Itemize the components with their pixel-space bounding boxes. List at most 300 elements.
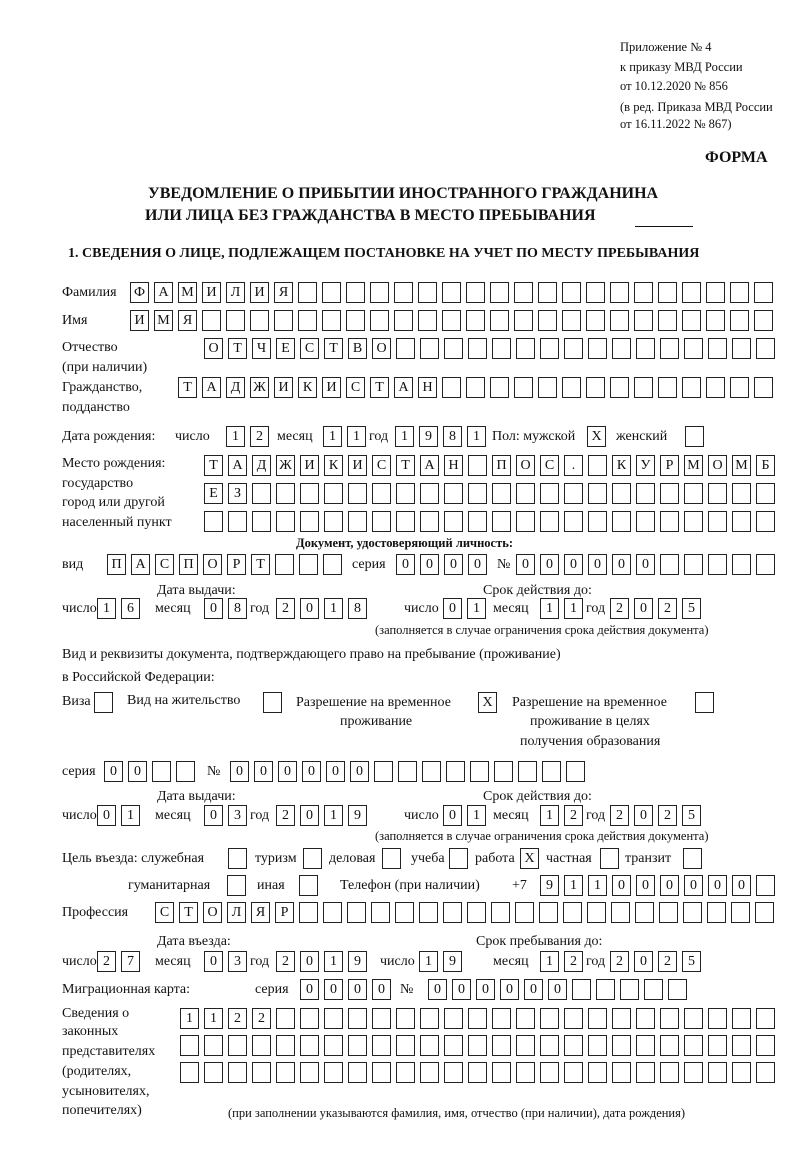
- input-cell-id-issue-year[interactable]: 0: [300, 598, 319, 619]
- input-cell-profession[interactable]: [515, 902, 534, 923]
- input-cell-purpose-study[interactable]: [449, 848, 468, 869]
- input-cell-reps-1[interactable]: [372, 1008, 391, 1029]
- input-cell-name[interactable]: [466, 310, 485, 331]
- input-cell-birth-year[interactable]: 1: [395, 426, 414, 447]
- input-cell-birthplace-2[interactable]: [252, 483, 271, 504]
- input-cell-rd-valid-month[interactable]: 2: [564, 805, 583, 826]
- input-cell-id-number[interactable]: 0: [516, 554, 535, 575]
- input-cell-name[interactable]: [682, 310, 701, 331]
- input-cell-mc-number[interactable]: [596, 979, 615, 1000]
- input-cell-reps-3[interactable]: [276, 1062, 295, 1083]
- input-cell-name[interactable]: [754, 310, 773, 331]
- input-cell-surname[interactable]: [610, 282, 629, 303]
- input-cell-reps-1[interactable]: [660, 1008, 679, 1029]
- input-cell-surname[interactable]: Ф: [130, 282, 149, 303]
- input-cell-birthplace-2[interactable]: [612, 483, 631, 504]
- input-cell-phone[interactable]: 0: [660, 875, 679, 896]
- input-cell-reps-1[interactable]: 1: [180, 1008, 199, 1029]
- input-cell-reps-2[interactable]: [684, 1035, 703, 1056]
- input-cell-phone[interactable]: 1: [588, 875, 607, 896]
- input-cell-reps-3[interactable]: [516, 1062, 535, 1083]
- input-cell-patronymic[interactable]: [444, 338, 463, 359]
- input-cell-birthplace-2[interactable]: [348, 483, 367, 504]
- input-cell-rd-series[interactable]: 0: [128, 761, 147, 782]
- input-cell-stay-month[interactable]: 1: [540, 951, 559, 972]
- input-cell-citizenship[interactable]: С: [346, 377, 365, 398]
- input-cell-reps-3[interactable]: [252, 1062, 271, 1083]
- input-cell-citizenship[interactable]: [706, 377, 725, 398]
- input-cell-birthplace-2[interactable]: [636, 483, 655, 504]
- input-cell-surname[interactable]: [658, 282, 677, 303]
- input-cell-surname[interactable]: [298, 282, 317, 303]
- input-cell-id-issue-year[interactable]: 2: [276, 598, 295, 619]
- input-cell-reps-2[interactable]: [372, 1035, 391, 1056]
- input-cell-entry-year[interactable]: 0: [300, 951, 319, 972]
- input-cell-mc-number[interactable]: 0: [500, 979, 519, 1000]
- input-cell-citizenship[interactable]: Д: [226, 377, 245, 398]
- input-cell-citizenship[interactable]: [610, 377, 629, 398]
- input-cell-mc-number[interactable]: [620, 979, 639, 1000]
- input-cell-profession[interactable]: [395, 902, 414, 923]
- input-cell-profession[interactable]: [371, 902, 390, 923]
- input-cell-rd-number[interactable]: 0: [326, 761, 345, 782]
- input-cell-phone[interactable]: [756, 875, 775, 896]
- input-cell-surname[interactable]: И: [202, 282, 221, 303]
- input-cell-rd-valid-year[interactable]: 5: [682, 805, 701, 826]
- input-cell-reps-3[interactable]: [732, 1062, 751, 1083]
- input-cell-patronymic[interactable]: Ч: [252, 338, 271, 359]
- input-cell-surname[interactable]: [442, 282, 461, 303]
- input-cell-id-number[interactable]: 0: [540, 554, 559, 575]
- input-cell-rd-series[interactable]: 0: [104, 761, 123, 782]
- input-cell-reps-1[interactable]: [708, 1008, 727, 1029]
- input-cell-mc-series[interactable]: 0: [324, 979, 343, 1000]
- input-cell-purpose-business[interactable]: [382, 848, 401, 869]
- input-cell-surname[interactable]: [418, 282, 437, 303]
- input-cell-stay-year[interactable]: 2: [610, 951, 629, 972]
- input-cell-patronymic[interactable]: [468, 338, 487, 359]
- input-cell-name[interactable]: [202, 310, 221, 331]
- input-cell-patronymic[interactable]: [660, 338, 679, 359]
- input-cell-id-kind[interactable]: Т: [251, 554, 270, 575]
- input-cell-reps-3[interactable]: [588, 1062, 607, 1083]
- input-cell-birthplace-1[interactable]: И: [348, 455, 367, 476]
- input-cell-birthplace-1[interactable]: .: [564, 455, 583, 476]
- input-cell-birthplace-1[interactable]: О: [708, 455, 727, 476]
- input-cell-birthplace-2[interactable]: [276, 483, 295, 504]
- input-cell-purpose-private[interactable]: [600, 848, 619, 869]
- input-cell-reps-2[interactable]: [540, 1035, 559, 1056]
- input-cell-purpose-official[interactable]: [228, 848, 247, 869]
- input-cell-name[interactable]: [490, 310, 509, 331]
- input-cell-profession[interactable]: О: [203, 902, 222, 923]
- input-cell-name[interactable]: [730, 310, 749, 331]
- input-cell-reps-2[interactable]: [324, 1035, 343, 1056]
- input-cell-rd-issue-month[interactable]: 3: [228, 805, 247, 826]
- input-cell-reps-1[interactable]: [444, 1008, 463, 1029]
- input-cell-entry-month[interactable]: 0: [204, 951, 223, 972]
- input-cell-rd-number[interactable]: [446, 761, 465, 782]
- input-cell-surname[interactable]: [514, 282, 533, 303]
- input-cell-birthplace-1[interactable]: С: [372, 455, 391, 476]
- input-cell-reps-2[interactable]: [420, 1035, 439, 1056]
- input-cell-reps-3[interactable]: [204, 1062, 223, 1083]
- input-cell-id-number[interactable]: [756, 554, 775, 575]
- input-cell-stay-day[interactable]: 1: [419, 951, 438, 972]
- input-cell-birthplace-1[interactable]: [588, 455, 607, 476]
- input-cell-patronymic[interactable]: Т: [324, 338, 343, 359]
- input-cell-birthplace-2[interactable]: [444, 483, 463, 504]
- input-cell-patronymic[interactable]: В: [348, 338, 367, 359]
- input-cell-reps-1[interactable]: [540, 1008, 559, 1029]
- input-cell-birthplace-1[interactable]: К: [324, 455, 343, 476]
- input-cell-name[interactable]: [394, 310, 413, 331]
- input-cell-reps-2[interactable]: [396, 1035, 415, 1056]
- input-cell-birth-month[interactable]: 1: [323, 426, 342, 447]
- input-cell-reps-3[interactable]: [708, 1062, 727, 1083]
- input-cell-birth-day[interactable]: 2: [250, 426, 269, 447]
- input-cell-birthplace-1[interactable]: А: [228, 455, 247, 476]
- input-cell-patronymic[interactable]: [588, 338, 607, 359]
- input-cell-reps-3[interactable]: [540, 1062, 559, 1083]
- input-cell-id-issue-day[interactable]: 1: [97, 598, 116, 619]
- input-cell-reps-3[interactable]: [180, 1062, 199, 1083]
- input-cell-trp-edu[interactable]: [695, 692, 714, 713]
- input-cell-surname[interactable]: И: [250, 282, 269, 303]
- input-cell-reps-2[interactable]: [228, 1035, 247, 1056]
- input-cell-surname[interactable]: М: [178, 282, 197, 303]
- input-cell-id-kind[interactable]: [275, 554, 294, 575]
- input-cell-rd-series[interactable]: [152, 761, 171, 782]
- input-cell-patronymic[interactable]: [492, 338, 511, 359]
- input-cell-id-kind[interactable]: О: [203, 554, 222, 575]
- input-cell-birth-day[interactable]: 1: [226, 426, 245, 447]
- input-cell-entry-year[interactable]: 1: [324, 951, 343, 972]
- input-cell-stay-year[interactable]: 2: [658, 951, 677, 972]
- input-cell-reps-1[interactable]: [612, 1008, 631, 1029]
- input-cell-visa[interactable]: [94, 692, 113, 713]
- input-cell-reps-1[interactable]: [516, 1008, 535, 1029]
- input-cell-id-kind[interactable]: А: [131, 554, 150, 575]
- input-cell-reps-2[interactable]: [180, 1035, 199, 1056]
- input-cell-birthplace-3[interactable]: [276, 511, 295, 532]
- input-cell-reps-3[interactable]: [300, 1062, 319, 1083]
- input-cell-citizenship[interactable]: [754, 377, 773, 398]
- input-cell-reps-3[interactable]: [564, 1062, 583, 1083]
- input-cell-birthplace-2[interactable]: [396, 483, 415, 504]
- input-cell-surname[interactable]: Я: [274, 282, 293, 303]
- input-cell-id-kind[interactable]: С: [155, 554, 174, 575]
- input-cell-birthplace-3[interactable]: [612, 511, 631, 532]
- input-cell-birthplace-1[interactable]: Ж: [276, 455, 295, 476]
- input-cell-id-number[interactable]: [732, 554, 751, 575]
- input-cell-rd-number[interactable]: [518, 761, 537, 782]
- input-cell-name[interactable]: [658, 310, 677, 331]
- input-cell-birthplace-2[interactable]: [708, 483, 727, 504]
- input-cell-citizenship[interactable]: [538, 377, 557, 398]
- input-cell-patronymic[interactable]: [684, 338, 703, 359]
- input-cell-rd-issue-year[interactable]: 9: [348, 805, 367, 826]
- input-cell-birthplace-3[interactable]: [540, 511, 559, 532]
- input-cell-id-valid-year[interactable]: 5: [682, 598, 701, 619]
- input-cell-profession[interactable]: [467, 902, 486, 923]
- input-cell-surname[interactable]: [466, 282, 485, 303]
- input-cell-rd-number[interactable]: 0: [230, 761, 249, 782]
- input-cell-id-valid-day[interactable]: 1: [467, 598, 486, 619]
- input-cell-surname[interactable]: [706, 282, 725, 303]
- input-cell-birthplace-3[interactable]: [756, 511, 775, 532]
- input-cell-name[interactable]: [418, 310, 437, 331]
- input-cell-rd-number[interactable]: [422, 761, 441, 782]
- input-cell-rd-issue-day[interactable]: 0: [97, 805, 116, 826]
- input-cell-id-series[interactable]: 0: [420, 554, 439, 575]
- input-cell-reps-3[interactable]: [684, 1062, 703, 1083]
- input-cell-purpose-tourism[interactable]: [303, 848, 322, 869]
- input-cell-reps-2[interactable]: [564, 1035, 583, 1056]
- input-cell-name[interactable]: М: [154, 310, 173, 331]
- input-cell-reps-1[interactable]: [588, 1008, 607, 1029]
- input-cell-mc-series[interactable]: 0: [348, 979, 367, 1000]
- input-cell-reps-2[interactable]: [492, 1035, 511, 1056]
- input-cell-id-valid-year[interactable]: 2: [610, 598, 629, 619]
- input-cell-reps-3[interactable]: [348, 1062, 367, 1083]
- input-cell-name[interactable]: [538, 310, 557, 331]
- input-cell-phone[interactable]: 1: [564, 875, 583, 896]
- input-cell-reps-1[interactable]: [300, 1008, 319, 1029]
- input-cell-citizenship[interactable]: [634, 377, 653, 398]
- input-cell-citizenship[interactable]: И: [274, 377, 293, 398]
- input-cell-name[interactable]: [298, 310, 317, 331]
- input-cell-reps-2[interactable]: [660, 1035, 679, 1056]
- input-cell-id-number[interactable]: 0: [588, 554, 607, 575]
- input-cell-entry-year[interactable]: 2: [276, 951, 295, 972]
- input-cell-patronymic[interactable]: [612, 338, 631, 359]
- input-cell-birthplace-2[interactable]: Е: [204, 483, 223, 504]
- input-cell-rd-issue-year[interactable]: 2: [276, 805, 295, 826]
- input-cell-reps-3[interactable]: [324, 1062, 343, 1083]
- input-cell-birthplace-3[interactable]: [564, 511, 583, 532]
- input-cell-profession[interactable]: [587, 902, 606, 923]
- input-cell-birthplace-3[interactable]: [300, 511, 319, 532]
- input-cell-reps-1[interactable]: [420, 1008, 439, 1029]
- input-cell-birthplace-2[interactable]: [564, 483, 583, 504]
- input-cell-citizenship[interactable]: И: [322, 377, 341, 398]
- input-cell-reps-3[interactable]: [444, 1062, 463, 1083]
- input-cell-profession[interactable]: [731, 902, 750, 923]
- input-cell-rd-valid-month[interactable]: 1: [540, 805, 559, 826]
- input-cell-reps-2[interactable]: [588, 1035, 607, 1056]
- input-cell-name[interactable]: Я: [178, 310, 197, 331]
- input-cell-purpose-work[interactable]: X: [520, 848, 539, 869]
- input-cell-phone[interactable]: 0: [636, 875, 655, 896]
- input-cell-profession[interactable]: Л: [227, 902, 246, 923]
- input-cell-profession[interactable]: С: [155, 902, 174, 923]
- input-cell-surname[interactable]: [346, 282, 365, 303]
- input-cell-birthplace-1[interactable]: С: [540, 455, 559, 476]
- input-cell-rd-number[interactable]: [470, 761, 489, 782]
- input-cell-profession[interactable]: [683, 902, 702, 923]
- input-cell-phone[interactable]: 0: [708, 875, 727, 896]
- input-cell-citizenship[interactable]: [730, 377, 749, 398]
- input-cell-patronymic[interactable]: [396, 338, 415, 359]
- input-cell-reps-2[interactable]: [300, 1035, 319, 1056]
- input-cell-patronymic[interactable]: [564, 338, 583, 359]
- input-cell-id-number[interactable]: [660, 554, 679, 575]
- input-cell-name[interactable]: [562, 310, 581, 331]
- input-cell-reps-2[interactable]: [708, 1035, 727, 1056]
- input-cell-reps-1[interactable]: [468, 1008, 487, 1029]
- input-cell-birthplace-1[interactable]: Д: [252, 455, 271, 476]
- input-cell-id-kind[interactable]: [299, 554, 318, 575]
- input-cell-name[interactable]: [514, 310, 533, 331]
- input-cell-entry-month[interactable]: 3: [228, 951, 247, 972]
- input-cell-rd-number[interactable]: [374, 761, 393, 782]
- input-cell-rd-issue-day[interactable]: 1: [121, 805, 140, 826]
- input-cell-id-kind[interactable]: Р: [227, 554, 246, 575]
- input-cell-reps-3[interactable]: [396, 1062, 415, 1083]
- input-cell-birthplace-1[interactable]: М: [684, 455, 703, 476]
- input-cell-birthplace-3[interactable]: [468, 511, 487, 532]
- input-cell-name[interactable]: И: [130, 310, 149, 331]
- input-cell-rd-issue-year[interactable]: 1: [324, 805, 343, 826]
- input-cell-birthplace-2[interactable]: [588, 483, 607, 504]
- input-cell-id-valid-day[interactable]: 0: [443, 598, 462, 619]
- input-cell-id-issue-year[interactable]: 1: [324, 598, 343, 619]
- input-cell-birthplace-1[interactable]: П: [492, 455, 511, 476]
- input-cell-citizenship[interactable]: Т: [370, 377, 389, 398]
- input-cell-patronymic[interactable]: С: [300, 338, 319, 359]
- input-cell-profession[interactable]: [491, 902, 510, 923]
- input-cell-phone[interactable]: 0: [732, 875, 751, 896]
- input-cell-rd-number[interactable]: 0: [278, 761, 297, 782]
- input-cell-id-valid-year[interactable]: 0: [634, 598, 653, 619]
- input-cell-reps-3[interactable]: [612, 1062, 631, 1083]
- input-cell-id-valid-month[interactable]: 1: [564, 598, 583, 619]
- input-cell-profession[interactable]: [659, 902, 678, 923]
- input-cell-rd-number[interactable]: [494, 761, 513, 782]
- input-cell-rd-number[interactable]: 0: [302, 761, 321, 782]
- input-cell-mc-number[interactable]: 0: [452, 979, 471, 1000]
- input-cell-reps-2[interactable]: [756, 1035, 775, 1056]
- input-cell-rd-valid-year[interactable]: 2: [610, 805, 629, 826]
- input-cell-id-series[interactable]: 0: [396, 554, 415, 575]
- input-cell-birth-year[interactable]: 8: [443, 426, 462, 447]
- input-cell-profession[interactable]: [755, 902, 774, 923]
- input-cell-id-number[interactable]: 0: [636, 554, 655, 575]
- input-cell-surname[interactable]: [394, 282, 413, 303]
- input-cell-id-kind[interactable]: [323, 554, 342, 575]
- input-cell-reps-3[interactable]: [492, 1062, 511, 1083]
- input-cell-surname[interactable]: Л: [226, 282, 245, 303]
- input-cell-birthplace-1[interactable]: А: [420, 455, 439, 476]
- input-cell-rd-number[interactable]: [566, 761, 585, 782]
- input-cell-reps-2[interactable]: [732, 1035, 751, 1056]
- input-cell-id-number[interactable]: [684, 554, 703, 575]
- input-cell-phone[interactable]: 0: [684, 875, 703, 896]
- input-cell-birthplace-1[interactable]: Н: [444, 455, 463, 476]
- input-cell-surname[interactable]: [370, 282, 389, 303]
- input-cell-birthplace-1[interactable]: О: [516, 455, 535, 476]
- input-cell-id-kind[interactable]: П: [179, 554, 198, 575]
- input-cell-reps-2[interactable]: [252, 1035, 271, 1056]
- input-cell-id-issue-month[interactable]: 8: [228, 598, 247, 619]
- input-cell-profession[interactable]: [347, 902, 366, 923]
- input-cell-id-number[interactable]: [708, 554, 727, 575]
- input-cell-rd-number[interactable]: [398, 761, 417, 782]
- input-cell-id-valid-year[interactable]: 2: [658, 598, 677, 619]
- input-cell-surname[interactable]: А: [154, 282, 173, 303]
- input-cell-birthplace-3[interactable]: [444, 511, 463, 532]
- input-cell-stay-year[interactable]: 0: [634, 951, 653, 972]
- input-cell-mc-number[interactable]: 0: [548, 979, 567, 1000]
- input-cell-birthplace-3[interactable]: [324, 511, 343, 532]
- input-cell-name[interactable]: [442, 310, 461, 331]
- input-cell-name[interactable]: [634, 310, 653, 331]
- input-cell-reps-2[interactable]: [636, 1035, 655, 1056]
- input-cell-mc-number[interactable]: 0: [524, 979, 543, 1000]
- input-cell-citizenship[interactable]: [562, 377, 581, 398]
- input-cell-patronymic[interactable]: [516, 338, 535, 359]
- input-cell-profession[interactable]: [419, 902, 438, 923]
- input-cell-rd-valid-day[interactable]: 1: [467, 805, 486, 826]
- input-cell-birthplace-2[interactable]: З: [228, 483, 247, 504]
- input-cell-mc-number[interactable]: [572, 979, 591, 1000]
- input-cell-name[interactable]: [274, 310, 293, 331]
- input-cell-phone[interactable]: 0: [612, 875, 631, 896]
- input-cell-citizenship[interactable]: А: [202, 377, 221, 398]
- input-cell-name[interactable]: [250, 310, 269, 331]
- input-cell-phone[interactable]: 9: [540, 875, 559, 896]
- input-cell-reps-2[interactable]: [612, 1035, 631, 1056]
- input-cell-reps-1[interactable]: [492, 1008, 511, 1029]
- input-cell-profession[interactable]: [443, 902, 462, 923]
- input-cell-reps-1[interactable]: [276, 1008, 295, 1029]
- input-cell-name[interactable]: [706, 310, 725, 331]
- input-cell-stay-year[interactable]: 5: [682, 951, 701, 972]
- input-cell-sex-female[interactable]: [685, 426, 704, 447]
- input-cell-reps-2[interactable]: [444, 1035, 463, 1056]
- input-cell-birthplace-3[interactable]: [660, 511, 679, 532]
- input-cell-birthplace-2[interactable]: [420, 483, 439, 504]
- input-cell-residence[interactable]: [263, 692, 282, 713]
- input-cell-reps-1[interactable]: [396, 1008, 415, 1029]
- input-cell-birthplace-3[interactable]: [636, 511, 655, 532]
- input-cell-patronymic[interactable]: Т: [228, 338, 247, 359]
- input-cell-birthplace-2[interactable]: [372, 483, 391, 504]
- input-cell-birthplace-3[interactable]: [252, 511, 271, 532]
- input-cell-birthplace-1[interactable]: И: [300, 455, 319, 476]
- input-cell-surname[interactable]: [562, 282, 581, 303]
- input-cell-mc-number[interactable]: 0: [476, 979, 495, 1000]
- input-cell-birthplace-3[interactable]: [420, 511, 439, 532]
- input-cell-profession[interactable]: Т: [179, 902, 198, 923]
- input-cell-surname[interactable]: [634, 282, 653, 303]
- input-cell-mc-series[interactable]: 0: [372, 979, 391, 1000]
- input-cell-reps-2[interactable]: [348, 1035, 367, 1056]
- input-cell-reps-3[interactable]: [468, 1062, 487, 1083]
- input-cell-profession[interactable]: [539, 902, 558, 923]
- input-cell-reps-2[interactable]: [468, 1035, 487, 1056]
- input-cell-birthplace-2[interactable]: [540, 483, 559, 504]
- input-cell-name[interactable]: [586, 310, 605, 331]
- input-cell-reps-3[interactable]: [660, 1062, 679, 1083]
- input-cell-reps-1[interactable]: 2: [228, 1008, 247, 1029]
- input-cell-citizenship[interactable]: [514, 377, 533, 398]
- input-cell-purpose-humanitarian[interactable]: [227, 875, 246, 896]
- input-cell-profession[interactable]: [635, 902, 654, 923]
- input-cell-profession[interactable]: [299, 902, 318, 923]
- input-cell-id-valid-month[interactable]: 1: [540, 598, 559, 619]
